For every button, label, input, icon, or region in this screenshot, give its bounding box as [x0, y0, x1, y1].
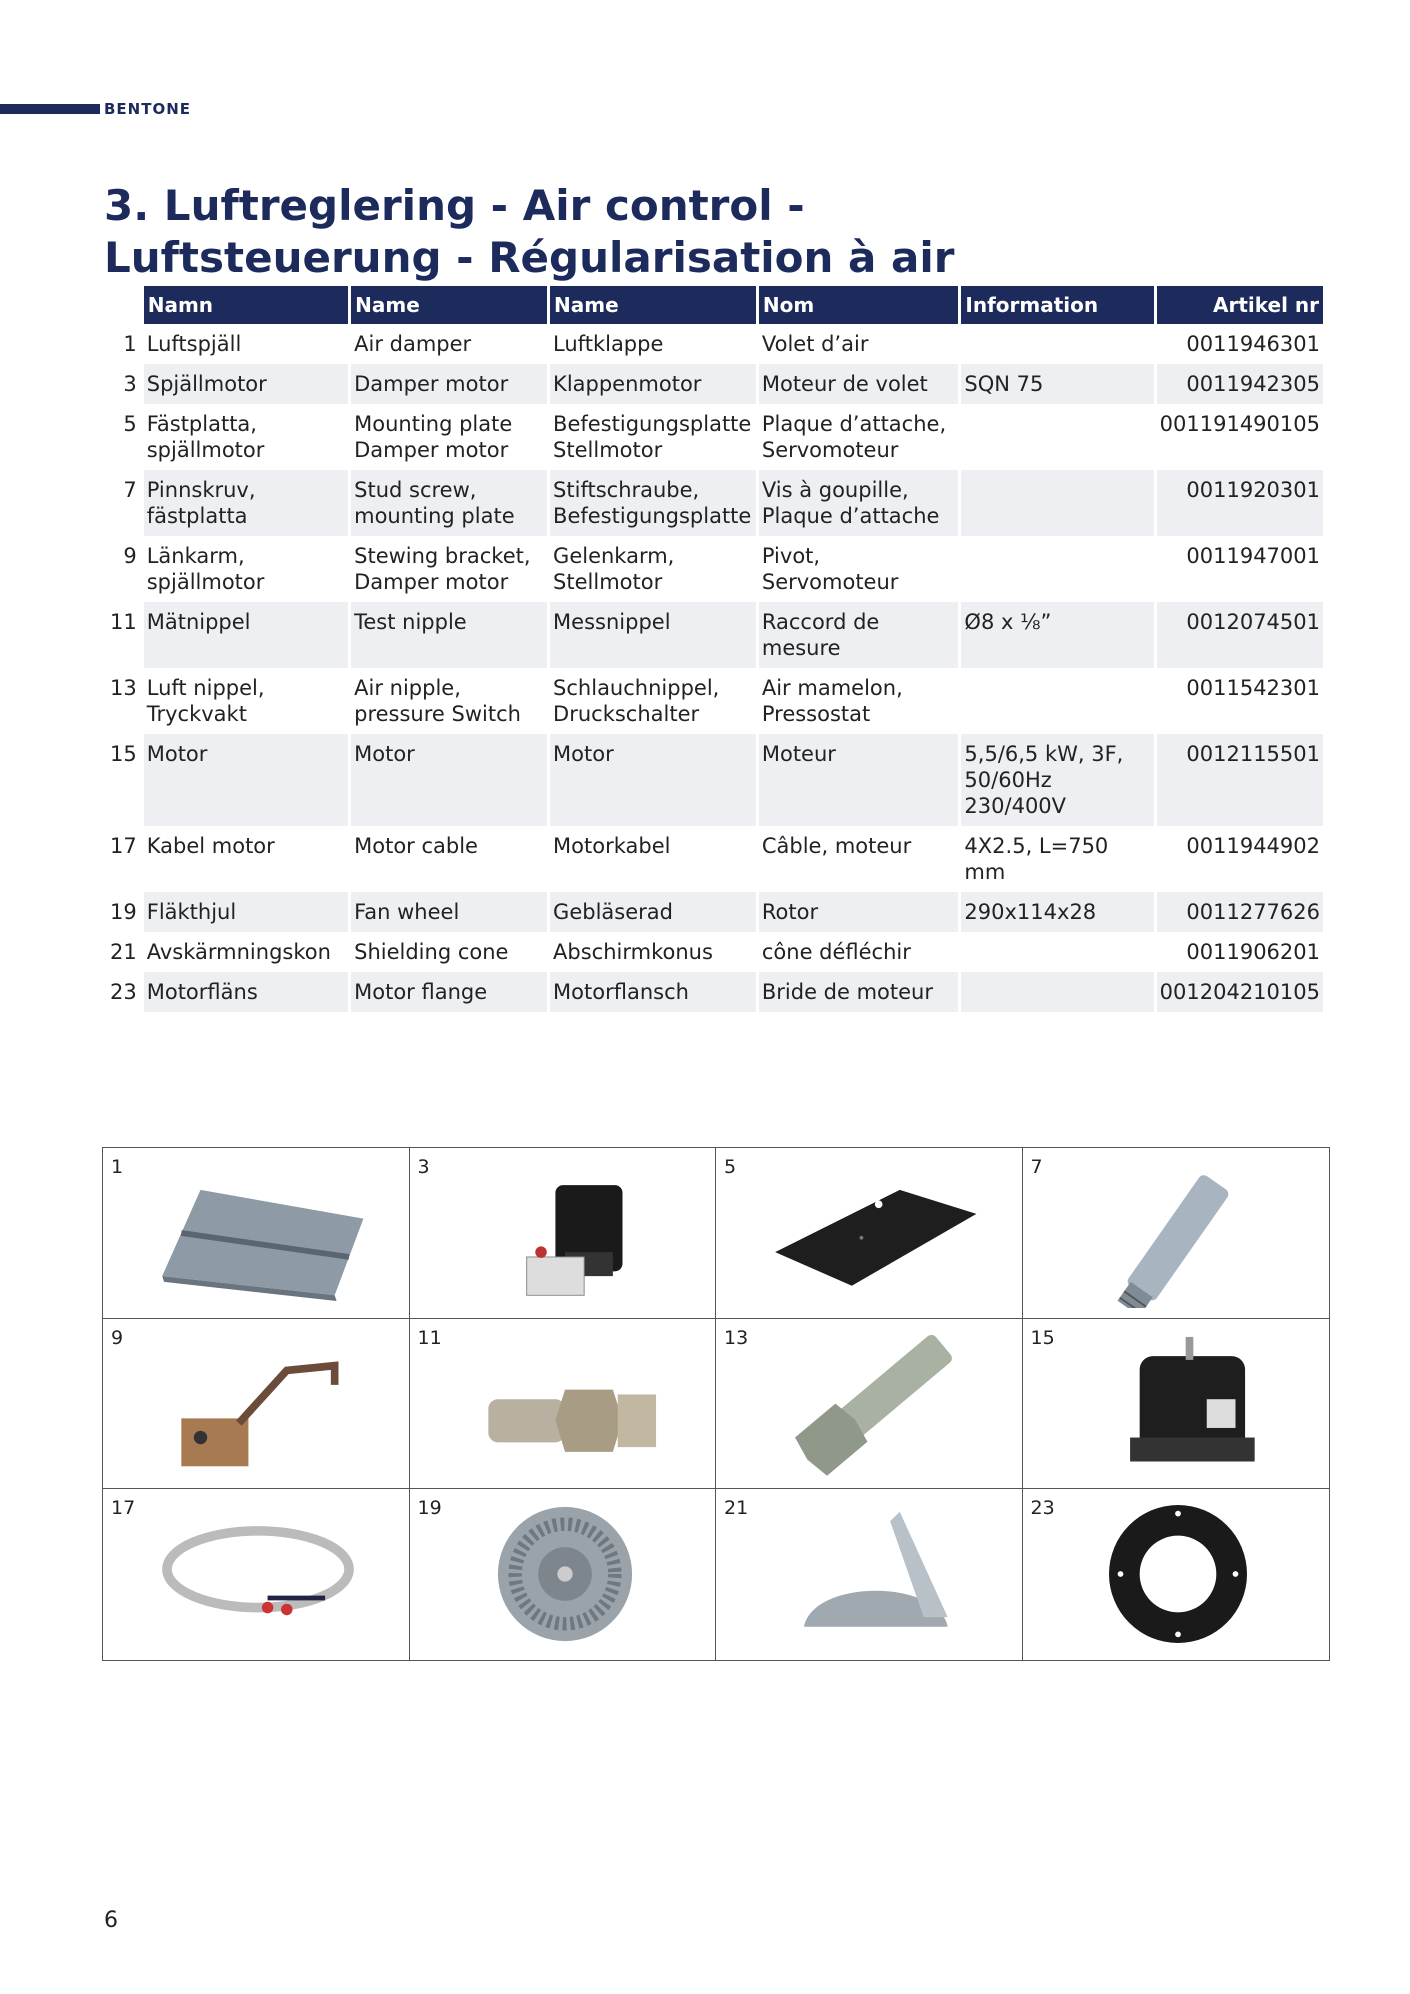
row-number: 1	[123, 332, 137, 356]
table-row	[107, 470, 1323, 536]
image-cell	[410, 1319, 717, 1490]
parts-image-grid	[102, 1147, 1330, 1661]
brand-name: BENTONE	[104, 100, 192, 118]
image-number: 5	[724, 1156, 737, 1178]
article-number: 0011946301	[1186, 332, 1320, 356]
image-number: 1	[111, 1156, 124, 1178]
table-row	[107, 826, 1323, 892]
name-en: Fan wheel	[351, 892, 547, 932]
name-de: Schlauchnippel, Druckschalter	[553, 676, 720, 726]
information: 290x114x28	[961, 892, 1153, 932]
image-cell	[1023, 1148, 1330, 1319]
table-header-row	[107, 286, 1323, 324]
image-cell	[103, 1319, 410, 1490]
name-de: Luftklappe	[553, 332, 664, 356]
name-sv: Motor	[144, 734, 348, 826]
name-sv: Spjällmotor	[144, 364, 348, 404]
image-number: 23	[1030, 1497, 1055, 1520]
information	[961, 972, 1153, 1012]
image-cell	[103, 1148, 410, 1319]
article-number: 0011944902	[1186, 834, 1320, 858]
parts-table	[104, 286, 1326, 1012]
image-cell	[103, 1489, 410, 1660]
image-number: 15	[1030, 1326, 1055, 1349]
col-namn: Namn	[144, 286, 348, 324]
col-information: Information	[961, 286, 1153, 324]
col-name-de: Name	[550, 286, 756, 324]
col-name-en: Name	[351, 286, 547, 324]
table-row	[107, 892, 1323, 932]
article-number: 0011942305	[1157, 364, 1323, 404]
name-en: Motor flange	[351, 972, 547, 1012]
name-fr: Raccord de mesure	[759, 602, 959, 668]
table-row	[107, 536, 1323, 602]
row-number: 23	[110, 980, 137, 1004]
name-de: Motorflansch	[550, 972, 756, 1012]
row-number: 9	[123, 544, 137, 568]
row-number: 15	[110, 742, 137, 766]
article-number: 0011906201	[1186, 940, 1320, 964]
information	[961, 324, 1153, 364]
col-number	[107, 286, 141, 324]
name-fr: Volet d’air	[761, 332, 869, 356]
information	[961, 668, 1153, 734]
information: Ø8 x ⅛”	[961, 602, 1153, 668]
col-nom: Nom	[759, 286, 959, 324]
name-sv: Länkarm, spjällmotor	[146, 544, 265, 594]
name-en: Mounting plate Damper motor	[354, 412, 513, 462]
information: 5,5/6,5 kW, 3F, 50/60Hz 230/400V	[961, 734, 1153, 826]
table-row	[107, 364, 1323, 404]
name-en: Motor	[351, 734, 547, 826]
table-row	[107, 668, 1323, 734]
name-sv: Mätnippel	[144, 602, 348, 668]
name-sv: Luft nippel, Tryckvakt	[146, 676, 265, 726]
name-sv: Fästplatta, spjällmotor	[146, 412, 265, 462]
article-number: 001191490105	[1159, 412, 1320, 436]
image-number: 17	[111, 1497, 136, 1520]
table-row	[107, 972, 1323, 1012]
name-en: Damper motor	[351, 364, 547, 404]
article-number: 0011542301	[1186, 676, 1320, 700]
image-cell	[1023, 1319, 1330, 1490]
name-fr: Vis à goupille, Plaque d’attache	[759, 470, 959, 536]
table-row	[107, 932, 1323, 972]
name-de: Klappenmotor	[550, 364, 756, 404]
name-en: Air damper	[354, 332, 472, 356]
name-sv: Avskärmningskon	[146, 940, 331, 964]
image-number: 11	[417, 1326, 442, 1349]
image-number: 13	[724, 1326, 749, 1349]
row-number: 3	[123, 372, 137, 396]
name-fr: Moteur	[759, 734, 959, 826]
name-sv: Luftspjäll	[146, 332, 242, 356]
name-sv: Fläkthjul	[144, 892, 348, 932]
name-de: Stiftschraube, Befestigungsplatte	[550, 470, 756, 536]
name-de: Gebläserad	[550, 892, 756, 932]
name-en: Motor cable	[354, 834, 478, 858]
row-number: 19	[110, 900, 137, 924]
image-cell	[716, 1489, 1023, 1660]
information	[961, 404, 1153, 470]
name-de: Motor	[550, 734, 756, 826]
information	[961, 932, 1153, 972]
name-fr: Air mamelon, Pressostat	[761, 676, 903, 726]
article-number: 0011277626	[1157, 892, 1323, 932]
name-sv: Pinnskruv, fästplatta	[144, 470, 348, 536]
article-number: 0011920301	[1157, 470, 1323, 536]
article-number: 0011947001	[1186, 544, 1320, 568]
image-number: 3	[417, 1156, 430, 1178]
row-number: 7	[123, 478, 137, 502]
table-row	[107, 734, 1323, 826]
name-fr: Moteur de volet	[759, 364, 959, 404]
name-en: Stewing bracket, Damper motor	[354, 544, 531, 594]
name-sv: Motorfläns	[144, 972, 348, 1012]
page-number: 6	[104, 1908, 118, 1933]
article-number: 0012115501	[1157, 734, 1323, 826]
information: 4X2.5, L=750 mm	[964, 834, 1109, 884]
image-cell	[410, 1489, 717, 1660]
image-cell	[1023, 1489, 1330, 1660]
row-number: 17	[110, 834, 137, 858]
name-sv: Kabel motor	[146, 834, 275, 858]
name-fr: Bride de moteur	[759, 972, 959, 1012]
table-row	[107, 602, 1323, 668]
row-number: 21	[110, 940, 137, 964]
name-fr: Rotor	[759, 892, 959, 932]
image-number: 9	[111, 1326, 124, 1349]
name-en: Shielding cone	[354, 940, 509, 964]
image-cell	[410, 1148, 717, 1319]
name-de: Messnippel	[550, 602, 756, 668]
name-en: Stud screw, mounting plate	[351, 470, 547, 536]
information	[961, 470, 1153, 536]
brand-bar	[0, 104, 100, 114]
name-fr: Pivot, Servomoteur	[761, 544, 899, 594]
name-de: Gelenkarm, Stellmotor	[553, 544, 675, 594]
row-number: 11	[110, 610, 137, 634]
image-cell	[716, 1148, 1023, 1319]
image-number: 19	[417, 1497, 442, 1520]
name-fr: cône défléchir	[761, 940, 911, 964]
article-number: 0012074501	[1157, 602, 1323, 668]
name-de: Motorkabel	[553, 834, 671, 858]
table-row	[107, 404, 1323, 470]
image-cell	[716, 1319, 1023, 1490]
row-number: 13	[110, 676, 137, 700]
information: SQN 75	[961, 364, 1153, 404]
name-fr: Câble, moteur	[761, 834, 912, 858]
row-number: 5	[123, 412, 137, 436]
name-fr: Plaque d’attache, Servomoteur	[761, 412, 947, 462]
information	[961, 536, 1153, 602]
col-artikel-nr: Artikel nr	[1157, 286, 1323, 324]
name-de: Abschirmkonus	[553, 940, 713, 964]
name-en: Test nipple	[351, 602, 547, 668]
name-de: Befestigungsplatte Stellmotor	[553, 412, 752, 462]
image-number: 7	[1030, 1156, 1043, 1178]
article-number: 001204210105	[1157, 972, 1323, 1012]
image-number: 21	[724, 1497, 749, 1520]
table-row	[107, 324, 1323, 364]
name-en: Air nipple, pressure Switch	[354, 676, 521, 726]
page-title: 3. Luftreglering - Air control - Luftsteuerung - Régularisation à air	[104, 181, 955, 282]
